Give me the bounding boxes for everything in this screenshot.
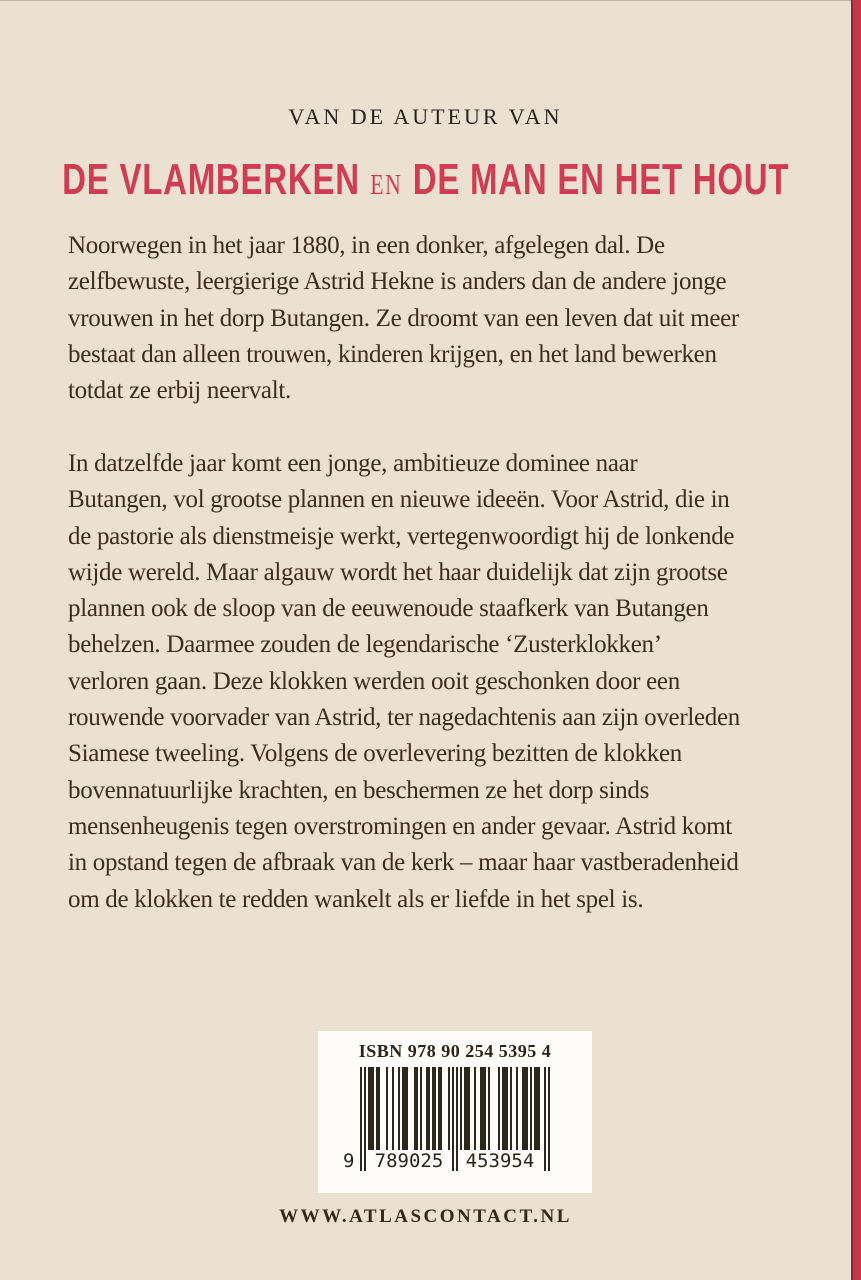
isbn-label: ISBN 978 90 254 5395 4 [358, 1041, 552, 1061]
text-line: totdat ze erbij neervalt. [68, 377, 291, 405]
text-line: behelzen. Daarmee zouden de legendarische ‘Zusterklokken’ [68, 631, 662, 659]
title-de-vlamberken: DE VLAMBERKEN [61, 155, 360, 204]
text-line: In datzelfde jaar komt een jonge, ambitieuze dominee naar [68, 450, 638, 477]
previous-works-title-line [0, 155, 851, 204]
author-tagline: VAN DE AUTEUR VAN [288, 104, 563, 129]
text-line: om de klokken te redden wankelt als er liefde in het spel is. [68, 885, 644, 913]
text-line: zelfbewuste, leergierige Astrid Hekne is anders dan de andere jonge [68, 268, 727, 296]
text-line: vrouwen in het dorp Butangen. Ze droomt van een leven dat uit meer [68, 304, 739, 332]
text-line: wijde wereld. Maar algauw wordt het haar duidelijk dat zijn grootse [68, 558, 728, 586]
title-conjunction: EN [370, 169, 403, 201]
ean13-barcode [343, 1067, 550, 1172]
publisher-website: WWW.ATLASCONTACT.NL [279, 1206, 572, 1227]
text-line: mensenheugenis tegen overstromingen en ander gevaar. Astrid komt [68, 812, 732, 840]
synopsis-paragraph-2 [68, 446, 808, 918]
text-line: de pastorie als dienstmeisje werkt, vertegenwoordigt hij de lonkende [68, 522, 735, 550]
text-line: Siamese tweeling. Volgens de overlevering bezitten de klokken [68, 740, 682, 768]
text-line: plannen ook de sloop van de eeuwenoude staafkerk van Butangen [68, 595, 709, 623]
previous-works-title-inner [61, 155, 790, 204]
top-edge-line [0, 0, 861, 1]
text-line: in opstand tegen de afbraak van de kerk – maar haar vastberadenheid [68, 849, 739, 877]
barcode-digits-right: 453954 [465, 1150, 535, 1172]
text-line: Butangen, vol grootse plannen en nieuwe ideeën. Voor Astrid, die in [68, 486, 730, 514]
barcode-digits-left: 789025 [374, 1150, 444, 1172]
text-line: verloren gaan. Deze klokken werden ooit geschonken door een [68, 667, 680, 695]
text-line: Noorwegen in het jaar 1880, in een donker, afgelegen dal. De [68, 232, 665, 259]
text-line: bovennatuurlijke krachten, en beschermen ze het dorp sinds [68, 776, 650, 804]
text-line: rouwende voorvader van Astrid, ter nagedachtenis aan zijn overleden [68, 704, 740, 732]
barcode-digit-first: 9 [343, 1150, 355, 1172]
title-de-man-en-het-hout: DE MAN EN HET HOUT [412, 155, 790, 204]
text-line: bestaat dan alleen trouwen, kinderen krijgen, en het land bewerken [68, 340, 717, 368]
spine-red-stripe [851, 0, 861, 1280]
barcode-box [318, 1031, 592, 1193]
barcode-digits-row [343, 1149, 550, 1173]
synopsis-paragraph-1 [68, 228, 808, 409]
